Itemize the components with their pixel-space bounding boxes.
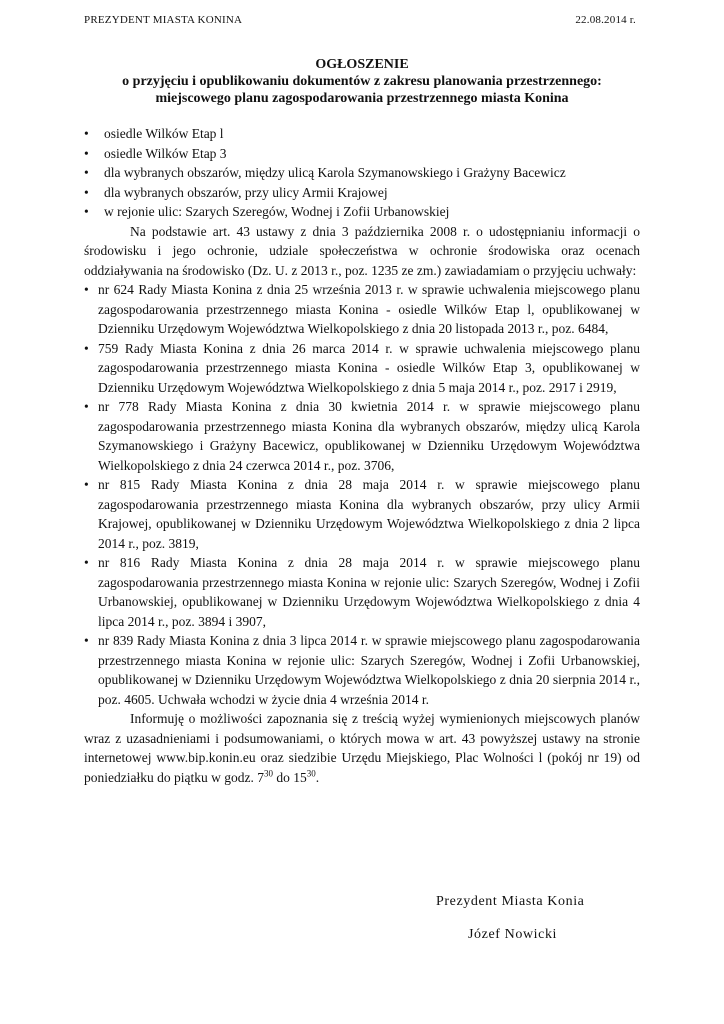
announcement-title — [0, 56, 724, 107]
time-end-min: 30 — [306, 768, 316, 778]
document-body — [84, 124, 640, 787]
signature-name: Józef Nowicki — [468, 927, 558, 942]
areas-list — [84, 124, 640, 222]
intro-paragraph: Na podstawie art. 43 ustawy z dnia 3 października 2008 r. o udostępnianiu informacji o środowisku i jego ochronie, udziale społeczeństwa w ochronie środowiska oraz ocenach oddziaływania na środowisko (Dz. U. z 2013 r., poz. 1235 ze zm.) zawiadamiam o przyjęciu uchwały: — [84, 223, 640, 278]
header-issuer: PREZYDENT MIASTA KONINA — [84, 14, 243, 26]
document-header — [84, 14, 636, 26]
list-item: • nr 816 Rady Miasta Konina z dnia 28 maja 2014 r. w sprawie miejscowego planu zagospodarowania przestrzennego miasta Konina w rejonie ulic: Szarych Szeregów, Wodnej i Zofii Urbanowskiej, opublikowanej w Dzienniku Urzędowym Województwa Wielkopolskiego z dnia 4 lipca 2014 r., poz. 3894 i 3907, — [84, 553, 640, 631]
list-item: • dla wybranych obszarów, przy ulicy Armii Krajowej — [84, 183, 640, 203]
list-item: • nr 778 Rady Miasta Konina z dnia 30 kwietnia 2014 r. w sprawie miejscowego planu zagospodarowania przestrzennego miasta Konina dla wybranych obszarów, między ulicą Karola Szymanowskiego i Grażyny Bacewicz, opublikowanej w Dzienniku Urzędowym Województwa Wielkopolskiego z dnia 24 czerwca 2014 r., poz. 3706, — [84, 397, 640, 475]
list-item: • nr 815 Rady Miasta Konina z dnia 28 maja 2014 r. w sprawie miejscowego planu zagospodarowania przestrzennego miasta Konina dla wybranych obszarów, przy ulicy Armii Krajowej, opublikowanej w Dzienniku Urzędowym Województwa Wielkopolskiego z dnia 2 lipca 2014 r., poz. 3819, — [84, 475, 640, 553]
list-item: • osiedle Wilków Etap l — [84, 124, 640, 144]
list-item: • w rejonie ulic: Szarych Szeregów, Wodnej i Zofii Urbanowskiej — [84, 202, 640, 222]
header-date: 22.08.2014 r. — [575, 14, 636, 26]
closing-text: Informuję o możliwości zapoznania się z treścią wyżej wymienionych miejscowych planów wraz z uzasadnieniami i podsumowaniami, o których mowa w art. 43 powyższej ustawy na stronie internetowej www.bip.konin.eu oraz siedzibie Urzędu Miejskiego, Plac Wolności l (pokój nr 19) od poniedziałku do piątku w godz. — [84, 711, 640, 785]
list-item: • nr 624 Rady Miasta Konina z dnia 25 września 2013 r. w sprawie uchwalenia miejscowego planu zagospodarowania przestrzennego miasta Konina - osiedle Wilków Etap l, opublikowanej w Dzienniku Urzędowym Województwa Wielkopolskiego z dnia 20 listopada 2013 r., poz. 6484, — [84, 280, 640, 339]
signature-block — [436, 894, 585, 943]
title-line-1: o przyjęciu i opublikowaniu dokumentów z zakresu planowania przestrzennego: — [122, 74, 602, 89]
list-item: • nr 839 Rady Miasta Konina z dnia 3 lipca 2014 r. w sprawie miejscowego planu zagospodarowania przestrzennego miasta Konina w rejonie ulic: Szarych Szeregów, Wodnej i Zofii Urbanowskiej, opublikowanej w Dzienniku Urzędowym Województwa Wielkopolskiego z dnia 20 sierpnia 2014 r., poz. 4605. Uchwała wchodzi w życie dnia 4 września 2014 r. — [84, 631, 640, 709]
closing-paragraph — [84, 709, 640, 787]
list-item: • osiedle Wilków Etap 3 — [84, 144, 640, 164]
time-start-hour: 7 — [257, 769, 264, 785]
closing-end: . — [315, 769, 320, 785]
signature-title: Prezydent Miasta Konia — [436, 894, 585, 909]
list-item: • 759 Rady Miasta Konina z dnia 26 marca 2014 r. w sprawie uchwalenia miejscowego planu zagospodarowania przestrzennego miasta Konina - osiedle Wilków Etap 3, opublikowanej w Dzienniku Urzędowym Województwa Wielkopolskiego z dnia 5 maja 2014 r., poz. 2917 i 2919, — [84, 339, 640, 398]
time-separator: do — [272, 769, 294, 785]
time-end-hour: 15 — [293, 769, 307, 785]
title-main: OGŁOSZENIE — [315, 57, 409, 72]
resolutions-list — [84, 280, 640, 709]
time-start-min: 30 — [263, 768, 273, 778]
list-item: • dla wybranych obszarów, między ulicą Karola Szymanowskiego i Grażyny Bacewicz — [84, 163, 640, 183]
title-line-2: miejscowego planu zagospodarowania przestrzennego miasta Konina — [155, 91, 569, 106]
